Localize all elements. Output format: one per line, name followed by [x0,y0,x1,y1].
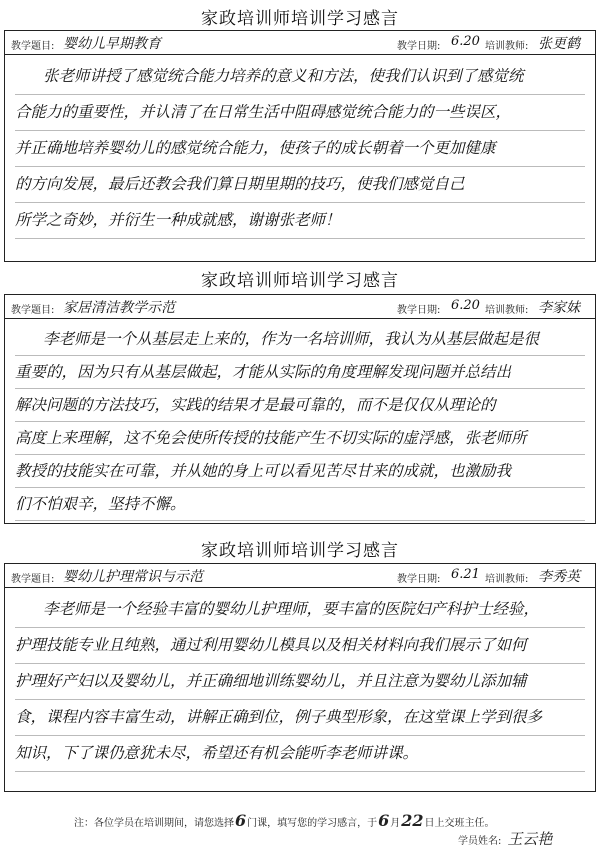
reflection-card [4,294,596,524]
card-body [5,55,595,239]
student-name: 王云艳 [507,830,553,848]
reflection-card [4,563,596,792]
text-line: 张老师讲授了感觉统合能力培养的意义和方法，使我们认识到了感觉统 [15,59,585,95]
student-label: 学员姓名: [458,836,502,847]
due-month: 6 [378,811,390,830]
trainer-value: 李秀英 [538,569,580,585]
due-day: 22 [401,811,424,830]
topic-label: 教学题目: [11,41,55,52]
text-line: 食，课程内容丰富生动，讲解正确到位，例子典型形象，在这堂课上学到很多 [15,700,585,736]
form-title: 家政培训师培训学习感言 [201,271,399,291]
trainer-value: 李家妹 [538,300,580,316]
text-line: 的方向发展，最后还教会我们算日期里期的技巧，使我们感觉自己 [15,167,585,203]
student-signature [458,828,552,849]
text-line: 护理好产妇以及婴幼儿，并正确细地训练婴幼儿，并且注意为婴幼儿添加辅 [15,664,585,700]
topic-value: 婴幼儿早期教育 [63,36,161,52]
topic-label: 教学题目: [11,305,55,316]
trainer-label: 培训教师: [485,41,529,52]
text-line: 解决问题的方法技巧，实践的结果才是最可靠的，而不是仅仅从理论的 [15,389,585,422]
card-header [5,564,595,588]
text-line: 李老师是一个从基层走上来的，作为一名培训师，我认为从基层做起是很 [15,323,585,356]
topic-label: 教学题目: [11,574,55,585]
topic-value: 家居清洁教学示范 [63,300,175,316]
footer-text: 门课，填写您的学习感言，于 [247,818,378,829]
footer-text: 注：各位学员在培训期间，请您选择 [74,818,234,829]
date-value: 6.21 [451,567,480,582]
footer-text: 月 [390,818,401,829]
date-label: 教学日期: [397,574,441,585]
course-count: 6 [235,811,247,830]
form-title: 家政培训师培训学习感言 [201,541,399,561]
text-line: 合能力的重要性，并认清了在日常生活中阻碍感觉统合能力的一些误区， [15,95,585,131]
reflection-card [4,30,596,262]
date-value: 6.20 [451,34,480,49]
text-line: 高度上来理解，这不免会使所传授的技能产生不切实际的虚浮感，张老师所 [15,422,585,455]
text-line: 李老师是一个经验丰富的婴幼儿护理师，要丰富的医院妇产科护士经验， [15,592,585,628]
text-line: 重要的，因为只有从基层做起，才能从实际的角度理解发现问题并总结出 [15,356,585,389]
footer-note [74,811,495,830]
card-body [5,588,595,772]
footer-text: 日上交班主任。 [424,818,495,829]
date-label: 教学日期: [397,305,441,316]
text-line: 知识，下了课仍意犹未尽，希望还有机会能听李老师讲课。 [15,736,585,772]
card-header [5,295,595,319]
trainer-label: 培训教师: [485,305,529,316]
card-body [5,319,595,521]
date-label: 教学日期: [397,41,441,52]
date-value: 6.20 [451,298,480,313]
text-line: 护理技能专业且纯熟，通过利用婴幼儿模具以及相关材料向我们展示了如何 [15,628,585,664]
card-header [5,31,595,55]
trainer-label: 培训教师: [485,574,529,585]
text-line: 并正确地培养婴幼儿的感觉统合能力，使孩子的成长朝着一个更加健康 [15,131,585,167]
text-line: 所学之奇妙，并衍生一种成就感，谢谢张老师！ [15,203,585,239]
form-title: 家政培训师培训学习感言 [201,9,399,29]
text-line: 教授的技能实在可靠，并从她的身上可以看见苦尽甘来的成就，也激励我 [15,455,585,488]
trainer-value: 张更鹤 [538,36,580,52]
topic-value: 婴幼儿护理常识与示范 [63,569,203,585]
text-line: 们不怕艰辛，坚持不懈。 [15,488,585,521]
